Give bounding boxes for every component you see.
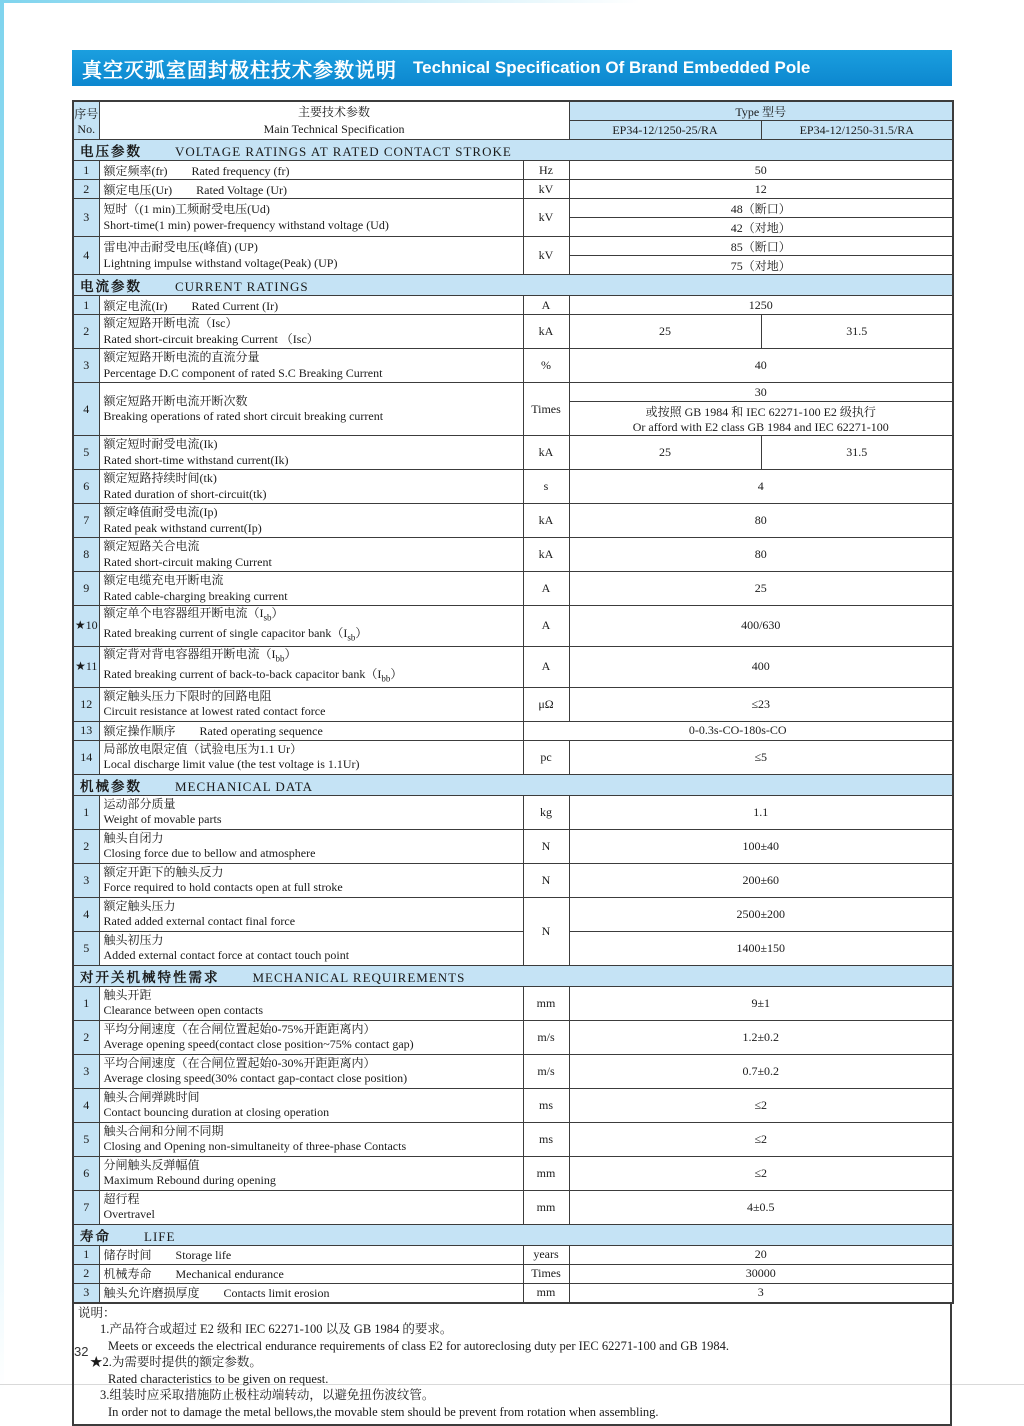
section-header-life xyxy=(73,1224,953,1245)
col-header-no xyxy=(73,101,99,140)
row-no: 2 xyxy=(73,829,99,863)
value-cell: 4 xyxy=(569,470,953,504)
unit-cell: kA xyxy=(523,315,569,349)
param-name: 额定频率(fr) Rated frequency (fr) xyxy=(99,161,523,180)
table-row xyxy=(73,296,953,315)
col-header-type: Type 型号 xyxy=(569,101,953,121)
row-no: 13 xyxy=(73,721,99,740)
page-title-en: Technical Specification Of Brand Embedded Pole xyxy=(413,58,811,77)
row-no: 9 xyxy=(73,572,99,606)
param-name: 额定短路持续时间(tk) Rated duration of short-circuit(tk) xyxy=(99,470,523,504)
table-row xyxy=(73,436,953,470)
row-no: 3 xyxy=(73,199,99,237)
value-cell: 1400±150 xyxy=(569,931,953,965)
table-row xyxy=(73,180,953,199)
row-no: 4 xyxy=(73,1088,99,1122)
notes-box xyxy=(72,1304,952,1426)
value-cell: ≤2 xyxy=(569,1122,953,1156)
col-header-spec xyxy=(99,101,569,140)
row-no: 4 xyxy=(73,897,99,931)
unit-cell: mm xyxy=(523,1190,569,1224)
param-name: 额定电流(Ir) Rated Current (Ir) xyxy=(99,296,523,315)
value-cell: 1.2±0.2 xyxy=(569,1020,953,1054)
unit-cell: kA xyxy=(523,504,569,538)
value-cell: 25 xyxy=(569,315,761,349)
row-no: 4 xyxy=(73,383,99,436)
row-no: ★11 xyxy=(73,646,99,687)
unit-cell: A xyxy=(523,296,569,315)
section-title-zh: 机械参数 xyxy=(80,778,142,794)
unit-cell: N xyxy=(523,863,569,897)
param-name: 额定开距下的触头反力 Force required to hold contacts open at full stroke xyxy=(99,863,523,897)
value-cell: 1.1 xyxy=(569,795,953,829)
unit-cell: μΩ xyxy=(523,687,569,721)
row-no: 8 xyxy=(73,538,99,572)
table-row xyxy=(73,606,953,647)
param-name: 平均分闸速度（在合闸位置起始0-75%开距距离内） Average opening speed(contact close position~75% contact gap) xyxy=(99,1020,523,1054)
param-name: 短时（(1 min)工频耐受电压(Ud) Short-time(1 min) power-frequency withstand voltage (Ud) xyxy=(99,199,523,237)
row-no: 4 xyxy=(73,237,99,275)
param-name: 额定短路开断电流（Isc） Rated short-circuit breaking Current （Isc） xyxy=(99,315,523,349)
col-header-spec-en: Main Technical Specification xyxy=(263,121,405,136)
section-title-zh: 对开关机械特性需求 xyxy=(80,969,220,985)
unit-cell: ms xyxy=(523,1088,569,1122)
param-name: 超行程 Overtravel xyxy=(99,1190,523,1224)
param-name: 额定峰值耐受电流(Ip) Rated peak withstand current(Ip) xyxy=(99,504,523,538)
table-row xyxy=(73,504,953,538)
row-no: 5 xyxy=(73,436,99,470)
table-row xyxy=(73,721,953,740)
section-header-voltage xyxy=(73,140,953,161)
model-b: EP34-12/1250-31.5/RA xyxy=(761,121,953,140)
section-title-zh: 电压参数 xyxy=(80,144,142,159)
table-row xyxy=(73,237,953,256)
param-name: 局部放电限定值（试验电压为1.1 Ur） Local discharge limit value (the test voltage is 1.1Ur) xyxy=(99,740,523,774)
unit-cell: N xyxy=(523,829,569,863)
row-no: 12 xyxy=(73,687,99,721)
param-name: 雷电冲击耐受电压(峰值) (UP) Lightning impulse withstand voltage(Peak) (UP) xyxy=(99,237,523,275)
param-name: 分闸触头反弹幅值 Maximum Rebound during opening xyxy=(99,1156,523,1190)
value-cell: ≤5 xyxy=(569,740,953,774)
unit-cell: N xyxy=(523,897,569,965)
note-line-en: In order not to damage the metal bellows,the movable stem should be prevent from rotation when assembling. xyxy=(108,1404,659,1419)
row-no: 1 xyxy=(73,986,99,1020)
row-no: 1 xyxy=(73,1245,99,1264)
table-row xyxy=(73,986,953,1020)
value-cell: 75（对地） xyxy=(569,256,953,275)
row-no: 5 xyxy=(73,1122,99,1156)
section-title-en: MECHANICAL DATA xyxy=(175,778,314,794)
param-name: 额定触头压力 Rated added external contact final force xyxy=(99,897,523,931)
page-title xyxy=(72,50,952,86)
page-number: 32 xyxy=(74,1344,89,1359)
param-name: 额定触头压力下限时的回路电阻 Circuit resistance at lowest rated contact force xyxy=(99,687,523,721)
value-cell: 42（对地） xyxy=(569,218,953,237)
param-name: 运动部分质量 Weight of movable parts xyxy=(99,795,523,829)
param-name: 触头自闭力 Closing force due to bellow and atmosphere xyxy=(99,829,523,863)
value-cell: 9±1 xyxy=(569,986,953,1020)
unit-cell: kV xyxy=(523,237,569,275)
table-row xyxy=(73,863,953,897)
param-name: 额定操作顺序 Rated operating sequence xyxy=(99,721,523,740)
col-header-no-en: No. xyxy=(77,121,96,136)
value-cell: 100±40 xyxy=(569,829,953,863)
model-a: EP34-12/1250-25/RA xyxy=(569,121,761,140)
table-row xyxy=(73,897,953,931)
value-cell: 80 xyxy=(569,504,953,538)
param-name: 额定短路关合电流 Rated short-circuit making Current xyxy=(99,538,523,572)
value-cell: 3 xyxy=(569,1283,953,1303)
table-row xyxy=(73,740,953,774)
table-row xyxy=(73,1283,953,1303)
section-title-zh: 电流参数 xyxy=(80,279,142,294)
section-title-en: VOLTAGE RATINGS AT RATED CONTACT STROKE xyxy=(175,144,512,159)
param-name: 触头开距 Clearance between open contacts xyxy=(99,986,523,1020)
row-no: 6 xyxy=(73,1156,99,1190)
value-cell: 48（断口） xyxy=(569,199,953,218)
col-header-no-zh: 序号 xyxy=(74,106,99,121)
note-line-zh: ★2.为需要时提供的额定参数。 xyxy=(90,1355,262,1370)
row-no: 1 xyxy=(73,296,99,315)
page-edge-top xyxy=(0,0,640,3)
table-row xyxy=(73,1264,953,1283)
table-row xyxy=(73,349,953,383)
value-cell: 80 xyxy=(569,538,953,572)
param-name: 触头合闸和分闸不同期 Closing and Opening non-simultaneity of three-phase Contacts xyxy=(99,1122,523,1156)
param-name: 触头允许磨损厚度 Contacts limit erosion xyxy=(99,1283,523,1303)
unit-cell: A xyxy=(523,646,569,687)
row-no: 14 xyxy=(73,740,99,774)
value-cell: 30 xyxy=(569,383,953,402)
unit-cell: A xyxy=(523,606,569,647)
value-cell: ≤2 xyxy=(569,1088,953,1122)
param-name: 额定单个电容器组开断电流$(I_{sb})$ Rated breaking current of single capacitor $bank(I_{sb})$ xyxy=(99,606,523,647)
row-no: 2 xyxy=(73,1264,99,1283)
note-line-zh: 1.产品符合或超过 E2 级和 IEC 62271-100 以及 GB 1984 的要求。 xyxy=(100,1322,453,1337)
table-row xyxy=(73,1054,953,1088)
table-row xyxy=(73,315,953,349)
param-name: 额定短路开断电流开断次数 Breaking operations of rated short circuit breaking current xyxy=(99,383,523,436)
param-name: 机械寿命 Mechanical endurance xyxy=(99,1264,523,1283)
row-no: 2 xyxy=(73,315,99,349)
table-row xyxy=(73,1122,953,1156)
page-edge-left xyxy=(0,0,4,1391)
row-no: 6 xyxy=(73,470,99,504)
row-no: 1 xyxy=(73,161,99,180)
section-title-zh: 寿命 xyxy=(80,1228,111,1244)
unit-cell: kV xyxy=(523,180,569,199)
value-cell: 400/630 xyxy=(569,606,953,647)
value-cell: 0.7±0.2 xyxy=(569,1054,953,1088)
table-row xyxy=(73,1156,953,1190)
value-cell: 或按照 GB 1984 和 IEC 62271-100 E2 级执行 Or afford with E2 class GB 1984 and IEC 62271-100 xyxy=(569,402,953,436)
param-name: 触头合闸弹跳时间 Contact bouncing duration at closing operation xyxy=(99,1088,523,1122)
row-no: 2 xyxy=(73,1020,99,1054)
value-cell: 25 xyxy=(569,436,761,470)
row-no: 5 xyxy=(73,931,99,965)
table-row xyxy=(73,646,953,687)
param-name: 额定电压(Ur) Rated Voltage (Ur) xyxy=(99,180,523,199)
section-header-requirements xyxy=(73,965,953,986)
table-row xyxy=(73,572,953,606)
page-content xyxy=(72,50,952,1426)
row-no: 1 xyxy=(73,795,99,829)
value-cell: ≤23 xyxy=(569,687,953,721)
param-name: 额定短路开断电流的直流分量 Percentage D.C component of rated S.C Breaking Current xyxy=(99,349,523,383)
value-cell: 50 xyxy=(569,161,953,180)
unit-cell: Hz xyxy=(523,161,569,180)
section-title-en: LIFE xyxy=(144,1228,176,1244)
value-cell: 2500±200 xyxy=(569,897,953,931)
section-title-en: MECHANICAL REQUIREMENTS xyxy=(252,969,466,985)
table-row xyxy=(73,161,953,180)
table-row xyxy=(73,931,953,965)
note-line-zh: 3.组装时应采取措施防止极柱动端转动，以避免扭伤波纹管。 xyxy=(100,1388,435,1403)
value-cell: ≤2 xyxy=(569,1156,953,1190)
value-cell: 200±60 xyxy=(569,863,953,897)
value-cell: 400 xyxy=(569,646,953,687)
unit-cell: mm xyxy=(523,1283,569,1303)
param-name: 储存时间 Storage life xyxy=(99,1245,523,1264)
table-row xyxy=(73,687,953,721)
param-name: 触头初压力 Added external contact force at contact touch point xyxy=(99,931,523,965)
row-no: 3 xyxy=(73,1054,99,1088)
table-row xyxy=(73,1020,953,1054)
unit-cell: mm xyxy=(523,1156,569,1190)
row-no: 7 xyxy=(73,504,99,538)
section-header-mechanical xyxy=(73,774,953,795)
value-cell: 31.5 xyxy=(761,436,953,470)
unit-cell: s xyxy=(523,470,569,504)
unit-cell: mm xyxy=(523,986,569,1020)
col-header-spec-zh: 主要技术参数 xyxy=(298,104,371,119)
unit-cell: kV xyxy=(523,199,569,237)
table-row xyxy=(73,795,953,829)
value-cell: 0-0.3s-CO-180s-CO xyxy=(523,721,953,740)
notes-label: 说明： xyxy=(78,1305,116,1320)
value-cell: 30000 xyxy=(569,1264,953,1283)
value-cell: 31.5 xyxy=(761,315,953,349)
unit-cell: years xyxy=(523,1245,569,1264)
spec-table xyxy=(72,100,954,1304)
unit-cell: m/s xyxy=(523,1020,569,1054)
table-row xyxy=(73,538,953,572)
table-row xyxy=(73,829,953,863)
unit-cell: kg xyxy=(523,795,569,829)
param-name: 额定短时耐受电流(Ik) Rated short-time withstand current(Ik) xyxy=(99,436,523,470)
row-no: 7 xyxy=(73,1190,99,1224)
param-name: 额定背对背电容器组开断电流$(I_{bb})$ Rated breaking current of back-to-back capacitor $bank(I_{bb})$ xyxy=(99,646,523,687)
table-row xyxy=(73,470,953,504)
section-header-current xyxy=(73,275,953,296)
unit-cell: m/s xyxy=(523,1054,569,1088)
section-title-en: CURRENT RATINGS xyxy=(175,279,309,294)
value-cell: 20 xyxy=(569,1245,953,1264)
unit-cell: Times xyxy=(523,1264,569,1283)
unit-cell: kA xyxy=(523,436,569,470)
note-line-en: Rated characteristics to be given on request. xyxy=(108,1371,329,1386)
value-cell: 12 xyxy=(569,180,953,199)
unit-cell: Times xyxy=(523,383,569,436)
page-title-zh: 真空灭弧室固封极柱技术参数说明 xyxy=(82,59,397,82)
unit-cell: kA xyxy=(523,538,569,572)
param-name: 平均合闸速度（在合闸位置起始0-30%开距距离内） Average closing speed(30% contact gap-contact close position) xyxy=(99,1054,523,1088)
row-no: 3 xyxy=(73,349,99,383)
value-cell: 1250 xyxy=(569,296,953,315)
value-cell: 25 xyxy=(569,572,953,606)
unit-cell: A xyxy=(523,572,569,606)
note-line-en: Meets or exceeds the electrical endurance requirements of class E2 for autoreclosing duty per IEC 62271-100 and GB 1984. xyxy=(108,1338,729,1353)
unit-cell: pc xyxy=(523,740,569,774)
row-no: 3 xyxy=(73,1283,99,1303)
value-cell: 4±0.5 xyxy=(569,1190,953,1224)
unit-cell: % xyxy=(523,349,569,383)
row-no: ★10 xyxy=(73,606,99,647)
unit-cell: ms xyxy=(523,1122,569,1156)
value-cell: 40 xyxy=(569,349,953,383)
table-row xyxy=(73,383,953,402)
table-row xyxy=(73,1190,953,1224)
table-row xyxy=(73,1245,953,1264)
value-cell: 85（断口） xyxy=(569,237,953,256)
param-name: 额定电缆充电开断电流 Rated cable-charging breaking current xyxy=(99,572,523,606)
table-row xyxy=(73,199,953,218)
row-no: 3 xyxy=(73,863,99,897)
table-row xyxy=(73,1088,953,1122)
row-no: 2 xyxy=(73,180,99,199)
